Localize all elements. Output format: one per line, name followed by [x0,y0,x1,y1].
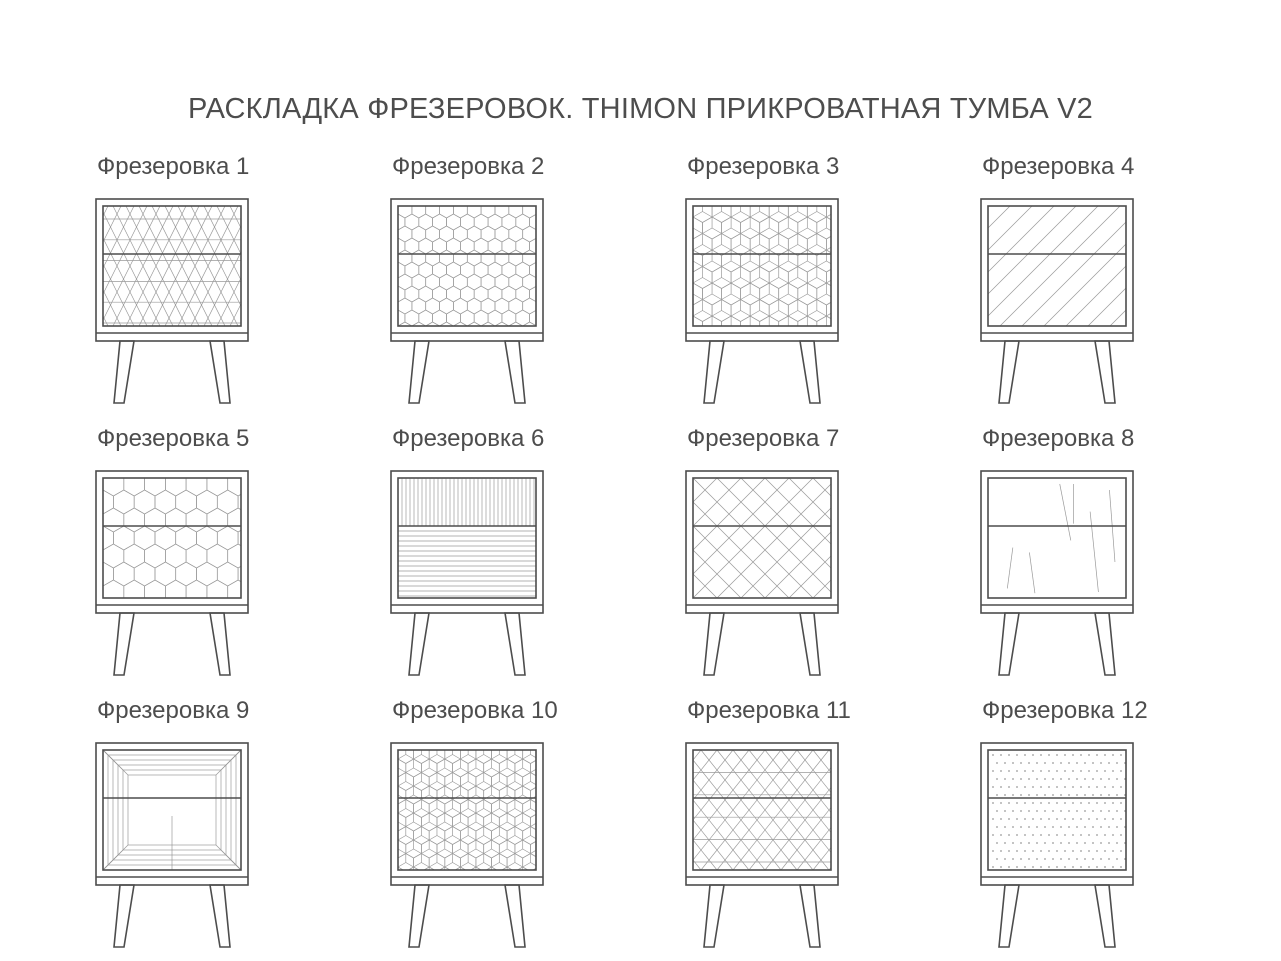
nightstand-drawing-diagonal-wide [977,197,1147,412]
pattern-cell-5[interactable] [62,417,357,689]
pattern-label: Фрезеровка 10 [392,697,558,724]
nightstand-drawing-hexagon-small [387,197,557,412]
pattern-cell-8[interactable] [947,417,1242,689]
pattern-label: Фрезеровка 6 [392,425,545,452]
nightstand-drawing-concentric-frame [92,741,262,956]
pattern-label: Фрезеровка 7 [687,425,840,452]
pattern-grid [62,145,1242,961]
pattern-label: Фрезеровка 8 [982,425,1135,452]
pattern-label: Фрезеровка 12 [982,697,1148,724]
nightstand-drawing-hexagon-large [92,469,262,684]
pattern-cell-2[interactable] [357,145,652,417]
pattern-cell-4[interactable] [947,145,1242,417]
pattern-label: Фрезеровка 3 [687,153,840,180]
pattern-label: Фрезеровка 9 [97,697,250,724]
nightstand-drawing-herringbone-chevron [92,197,262,412]
nightstand-drawing-diamond-lattice [682,469,852,684]
page-title: РАСКЛАДКА ФРЕЗЕРОВОК. THIMON ПРИКРОВАТНАЯ ТУМБА V2 [187,93,1093,126]
pattern-cell-9[interactable] [62,689,357,961]
pattern-cell-3[interactable] [652,145,947,417]
pattern-cell-10[interactable] [357,689,652,961]
pattern-label: Фрезеровка 11 [687,697,851,724]
nightstand-drawing-tumbling-blocks [387,741,557,956]
pattern-cell-12[interactable] [947,689,1242,961]
nightstand-drawing-chevron-parquet [682,741,852,956]
pattern-cell-11[interactable] [652,689,947,961]
nightstand-drawing-horizontal-lines [387,469,557,684]
pattern-cell-1[interactable] [62,145,357,417]
pattern-label: Фрезеровка 4 [982,153,1135,180]
pattern-label: Фрезеровка 2 [392,153,545,180]
pattern-label: Фрезеровка 1 [97,153,250,180]
nightstand-drawing-cube-isometric [682,197,852,412]
nightstand-drawing-dotted-stipple [977,741,1147,956]
nightstand-drawing-sparse-slashes [977,469,1147,684]
pattern-label: Фрезеровка 5 [97,425,250,452]
pattern-cell-7[interactable] [652,417,947,689]
pattern-cell-6[interactable] [357,417,652,689]
